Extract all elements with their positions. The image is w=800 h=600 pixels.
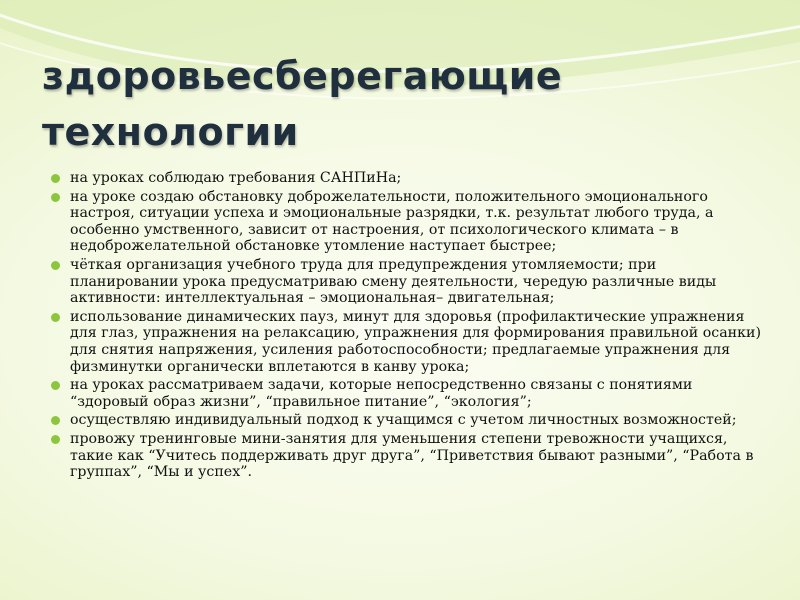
bullet-icon [51,381,60,390]
list-item [48,189,768,255]
list-item-text: на уроке создаю обстановку доброжелательности, положительного эмоционального настроя, ситуации успеха и эмоциональные разрядки, т.к. результат любого труда, а особенно умственного, зависит от настроения, от психологического климата – в недоброжелательной обстановке утомление наступает быстрее; [70,188,714,255]
list-item [48,431,768,481]
bullet-icon [51,313,60,322]
bullet-list [48,170,768,483]
slide-title [42,48,762,160]
list-item-text: провожу тренинговые мини-занятия для уменьшения степени тревожности учащихся, такие как “Учитесь поддерживать друг друга”, “Приветствия бывают разными”, “Работа в группах”, “Мы и успех”. [70,430,754,481]
list-item [48,377,768,410]
bullet-icon [51,261,60,270]
bullet-icon [51,174,60,183]
list-item [48,412,768,429]
list-item [48,170,768,187]
bullet-icon [51,416,60,425]
list-item-text: использование динамических пауз, минут для здоровья (профилактические упражнения для глаз, упражнения на релаксацию, упражнения для формирования правильной осанки) для снятия напряжения, усиления работоспособности; предлагаемые упражнения для физминутки органически вплетаются в канву урока; [70,308,761,375]
list-item-text: осуществляю индивидуальный подход к учащимся с учетом личностных возможностей; [70,412,737,429]
bullet-icon [51,193,60,202]
list-item-text: на уроках соблюдаю требования САНПиНа; [70,170,402,186]
list-item-text: чёткая организация учебного труда для предупреждения утомляемости; при планировании урока предусматриваю смену деятельности, чередую различные виды активности: интеллектуальная – эмоциональная– двигательная; [70,256,717,307]
bullet-icon [51,435,60,444]
list-item [48,257,768,307]
list-item-text: на уроках рассматриваем задачи, которые непосредственно связаны с понятиями “здоровый образ жизни”, “правильное питание”, “экология”; [70,377,693,410]
slide-title-line-2: технологии [42,110,299,154]
list-item [48,309,768,375]
slide-title-line-1: здоровьесберегающие [42,54,563,98]
